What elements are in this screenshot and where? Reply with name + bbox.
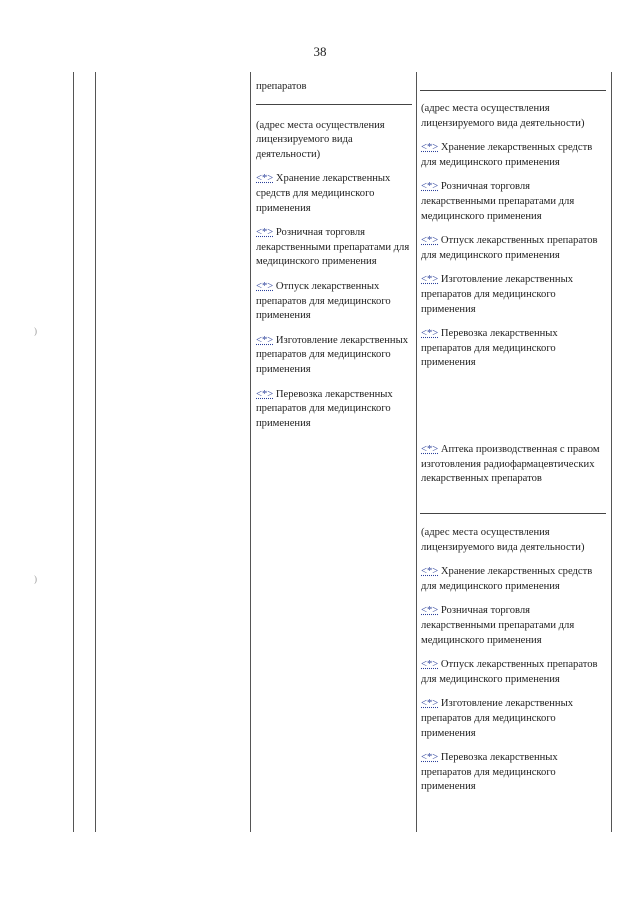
activity-item-text: Изготовление лекарственных препаратов для медицинского применения [421, 274, 574, 315]
activity-item-text: Хранение лекарственных средств для медицинского применения [421, 566, 593, 592]
activity-item-text: Перевозка лекарственных препаратов для медицинского применения [421, 752, 558, 793]
note-marker: <*> [256, 173, 274, 185]
table-divider-1 [95, 72, 96, 832]
address-caption: (адрес места осуществления лицензируемого вида деятельности) [421, 527, 585, 553]
column-header-text: препаратов [256, 81, 307, 92]
activity-item [256, 172, 412, 216]
note-marker: <*> [421, 605, 439, 617]
note-marker: <*> [421, 752, 439, 764]
activity-item-text: Отпуск лекарственных препаратов для медицинского применения [421, 235, 598, 261]
activity-item [421, 273, 607, 317]
margin-mark: ) [34, 574, 37, 584]
activity-item-text: Перевозка лекарственных препаратов для медицинского применения [421, 328, 558, 369]
table-divider-3 [416, 72, 417, 832]
activity-item [421, 565, 607, 594]
note-marker: <*> [421, 444, 439, 455]
activity-item-text: Отпуск лекарственных препаратов для медицинского применения [256, 280, 391, 322]
activity-item [421, 751, 607, 795]
table-divider-2 [250, 72, 251, 832]
activity-item [256, 280, 412, 324]
activity-item-text: Перевозка лекарственных препаратов для медицинского применения [256, 388, 393, 429]
pharmacy-type-text: Аптека производственная с правом изготовления радиофармацевтических лекарственных препаратов [421, 444, 600, 485]
page-number: 38 [313, 44, 327, 59]
pharmacy-type [421, 443, 607, 487]
activity-item [256, 334, 412, 378]
activity-item [256, 388, 412, 432]
activity-item-text: Розничная торговля лекарственными препаратами для медицинского применения [421, 605, 575, 646]
note-marker: <*> [421, 235, 439, 247]
activity-item [421, 234, 607, 263]
note-marker: <*> [421, 698, 439, 710]
note-marker: <*> [421, 328, 439, 340]
activity-item-text: Хранение лекарственных средств для медицинского применения [421, 142, 593, 168]
note-marker: <*> [256, 227, 274, 239]
activity-item-text: Изготовление лекарственных препаратов для медицинского применения [421, 698, 574, 739]
table-border-left [73, 72, 74, 832]
address-caption: (адрес места осуществления лицензируемого вида деятельности) [421, 103, 585, 129]
activity-item [421, 697, 607, 741]
address-line-col4-b [420, 513, 606, 514]
activity-item [421, 180, 607, 224]
activity-item [256, 226, 412, 270]
activity-item-text: Отпуск лекарственных препаратов для медицинского применения [421, 659, 598, 685]
activity-item-text: Изготовление лекарственных препаратов для медицинского применения [256, 334, 409, 375]
note-marker: <*> [421, 142, 439, 154]
note-marker: <*> [421, 274, 439, 286]
note-marker: <*> [421, 659, 439, 671]
table-border-right [611, 72, 612, 832]
note-marker: <*> [256, 388, 274, 400]
address-caption: (адрес места осуществления лицензируемого вида деятельности) [256, 119, 385, 160]
activity-item-text: Розничная торговля лекарственными препаратами для медицинского применения [421, 181, 575, 222]
activity-item [421, 658, 607, 687]
activity-item [421, 604, 607, 648]
note-marker: <*> [256, 280, 274, 292]
activity-item-text: Хранение лекарственных средств для медицинского применения [256, 173, 391, 214]
activity-item [421, 327, 607, 371]
note-marker: <*> [256, 334, 274, 346]
license-column-4-group-2 [421, 526, 607, 795]
pharmacy-type-block [421, 443, 607, 487]
address-line-col4-a [420, 90, 606, 91]
note-marker: <*> [421, 566, 439, 578]
margin-mark: ) [34, 326, 37, 336]
activity-item [421, 141, 607, 170]
license-column-4-group-1 [421, 102, 607, 371]
license-column-3 [256, 80, 412, 431]
activity-item-text: Розничная торговля лекарственными препаратами для медицинского применения [256, 227, 410, 268]
note-marker: <*> [421, 181, 439, 193]
